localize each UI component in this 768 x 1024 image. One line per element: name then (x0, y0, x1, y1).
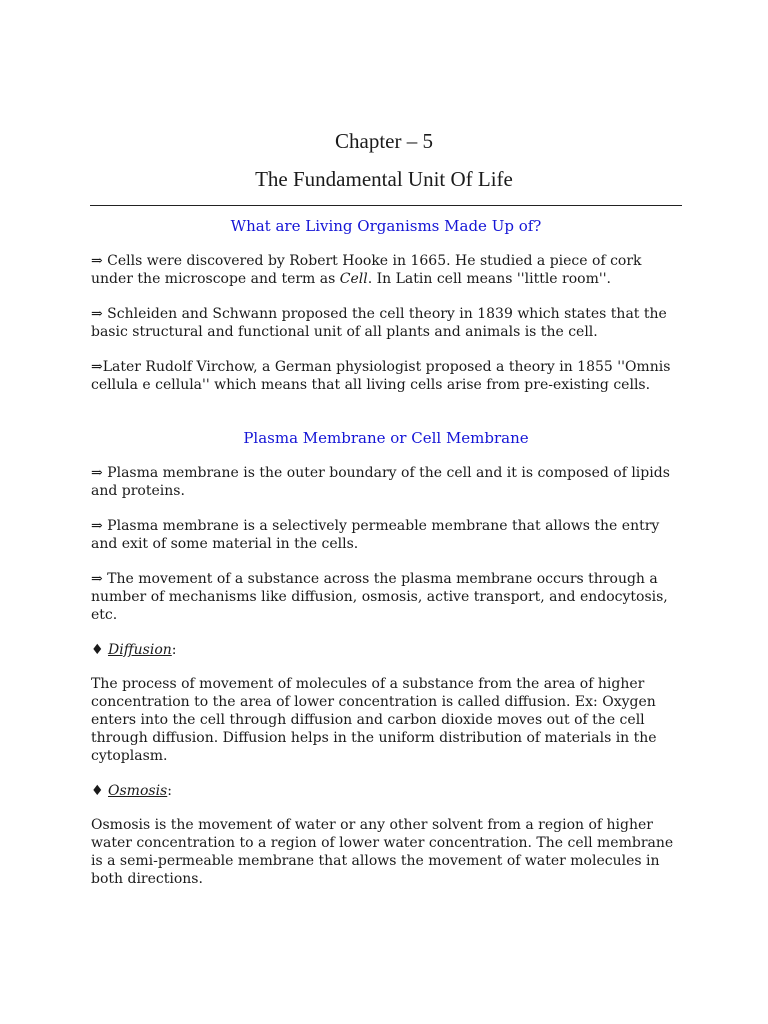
paragraph-virchow: ⇒Later Rudolf Virchow, a German physiologist proposed a theory in 1855 ''Omnis cellula e cellula'' which means that all living cells arise from pre-existing cells. (91, 359, 671, 393)
osmosis-colon: : (167, 783, 172, 799)
paragraph-cell-discovery-lead: ⇒ Cells were discovered by Robert Hooke in 1665. He studied a piece of cork under the microscope and term as (91, 253, 642, 287)
chapter-title: The Fundamental Unit Of Life (255, 167, 513, 191)
diamond-bullet-icon: ♦ (91, 642, 104, 658)
diffusion-subheading (91, 641, 176, 659)
paragraph-osmosis: Osmosis is the movement of water or any other solvent from a region of higher water concentration to a region of lower water concentration. The cell membrane is a semi-permeable membrane that allows the movement of water molecules in both directions. (91, 817, 674, 887)
paragraph-selective-permeability: ⇒ Plasma membrane is a selectively permeable membrane that allows the entry and exit of some material in the cells. (91, 518, 660, 552)
diamond-bullet-icon: ♦ (91, 783, 104, 799)
section-heading-living-organisms: What are Living Organisms Made Up of? (230, 217, 542, 235)
diffusion-colon: : (171, 642, 177, 658)
osmosis-term: Osmosis (108, 783, 168, 799)
chapter-number: Chapter – 5 (335, 129, 433, 153)
osmosis-subheading (91, 782, 172, 800)
cell-term: Cell (339, 271, 368, 287)
paragraph-membrane-boundary: ⇒ Plasma membrane is the outer boundary of the cell and it is composed of lipids and proteins. (91, 465, 670, 499)
paragraph-diffusion: The process of movement of molecules of a substance from the area of higher concentration to the area of lower concentration is called diffusion. Ex: Oxygen enters into the cell through diffusion and carbon dioxide moves out of the cell through diffusion. Diffusion helps in the uniform distribution of materials in the cytoplasm. (91, 676, 657, 764)
diffusion-term: Diffusion (108, 642, 172, 658)
paragraph-cell-discovery (91, 252, 681, 288)
section-heading-plasma-membrane: Plasma Membrane or Cell Membrane (243, 429, 529, 447)
paragraph-cell-theory: ⇒ Schleiden and Schwann proposed the cell theory in 1839 which states that the basic structural and functional unit of all plants and animals is the cell. (91, 306, 667, 340)
paragraph-cell-discovery-tail: . In Latin cell means ''little room''. (367, 271, 612, 287)
title-divider (90, 205, 682, 206)
paragraph-transport-mechanisms: ⇒ The movement of a substance across the plasma membrane occurs through a number of mechanisms like diffusion, osmosis, active transport, and endocytosis, etc. (91, 571, 668, 623)
